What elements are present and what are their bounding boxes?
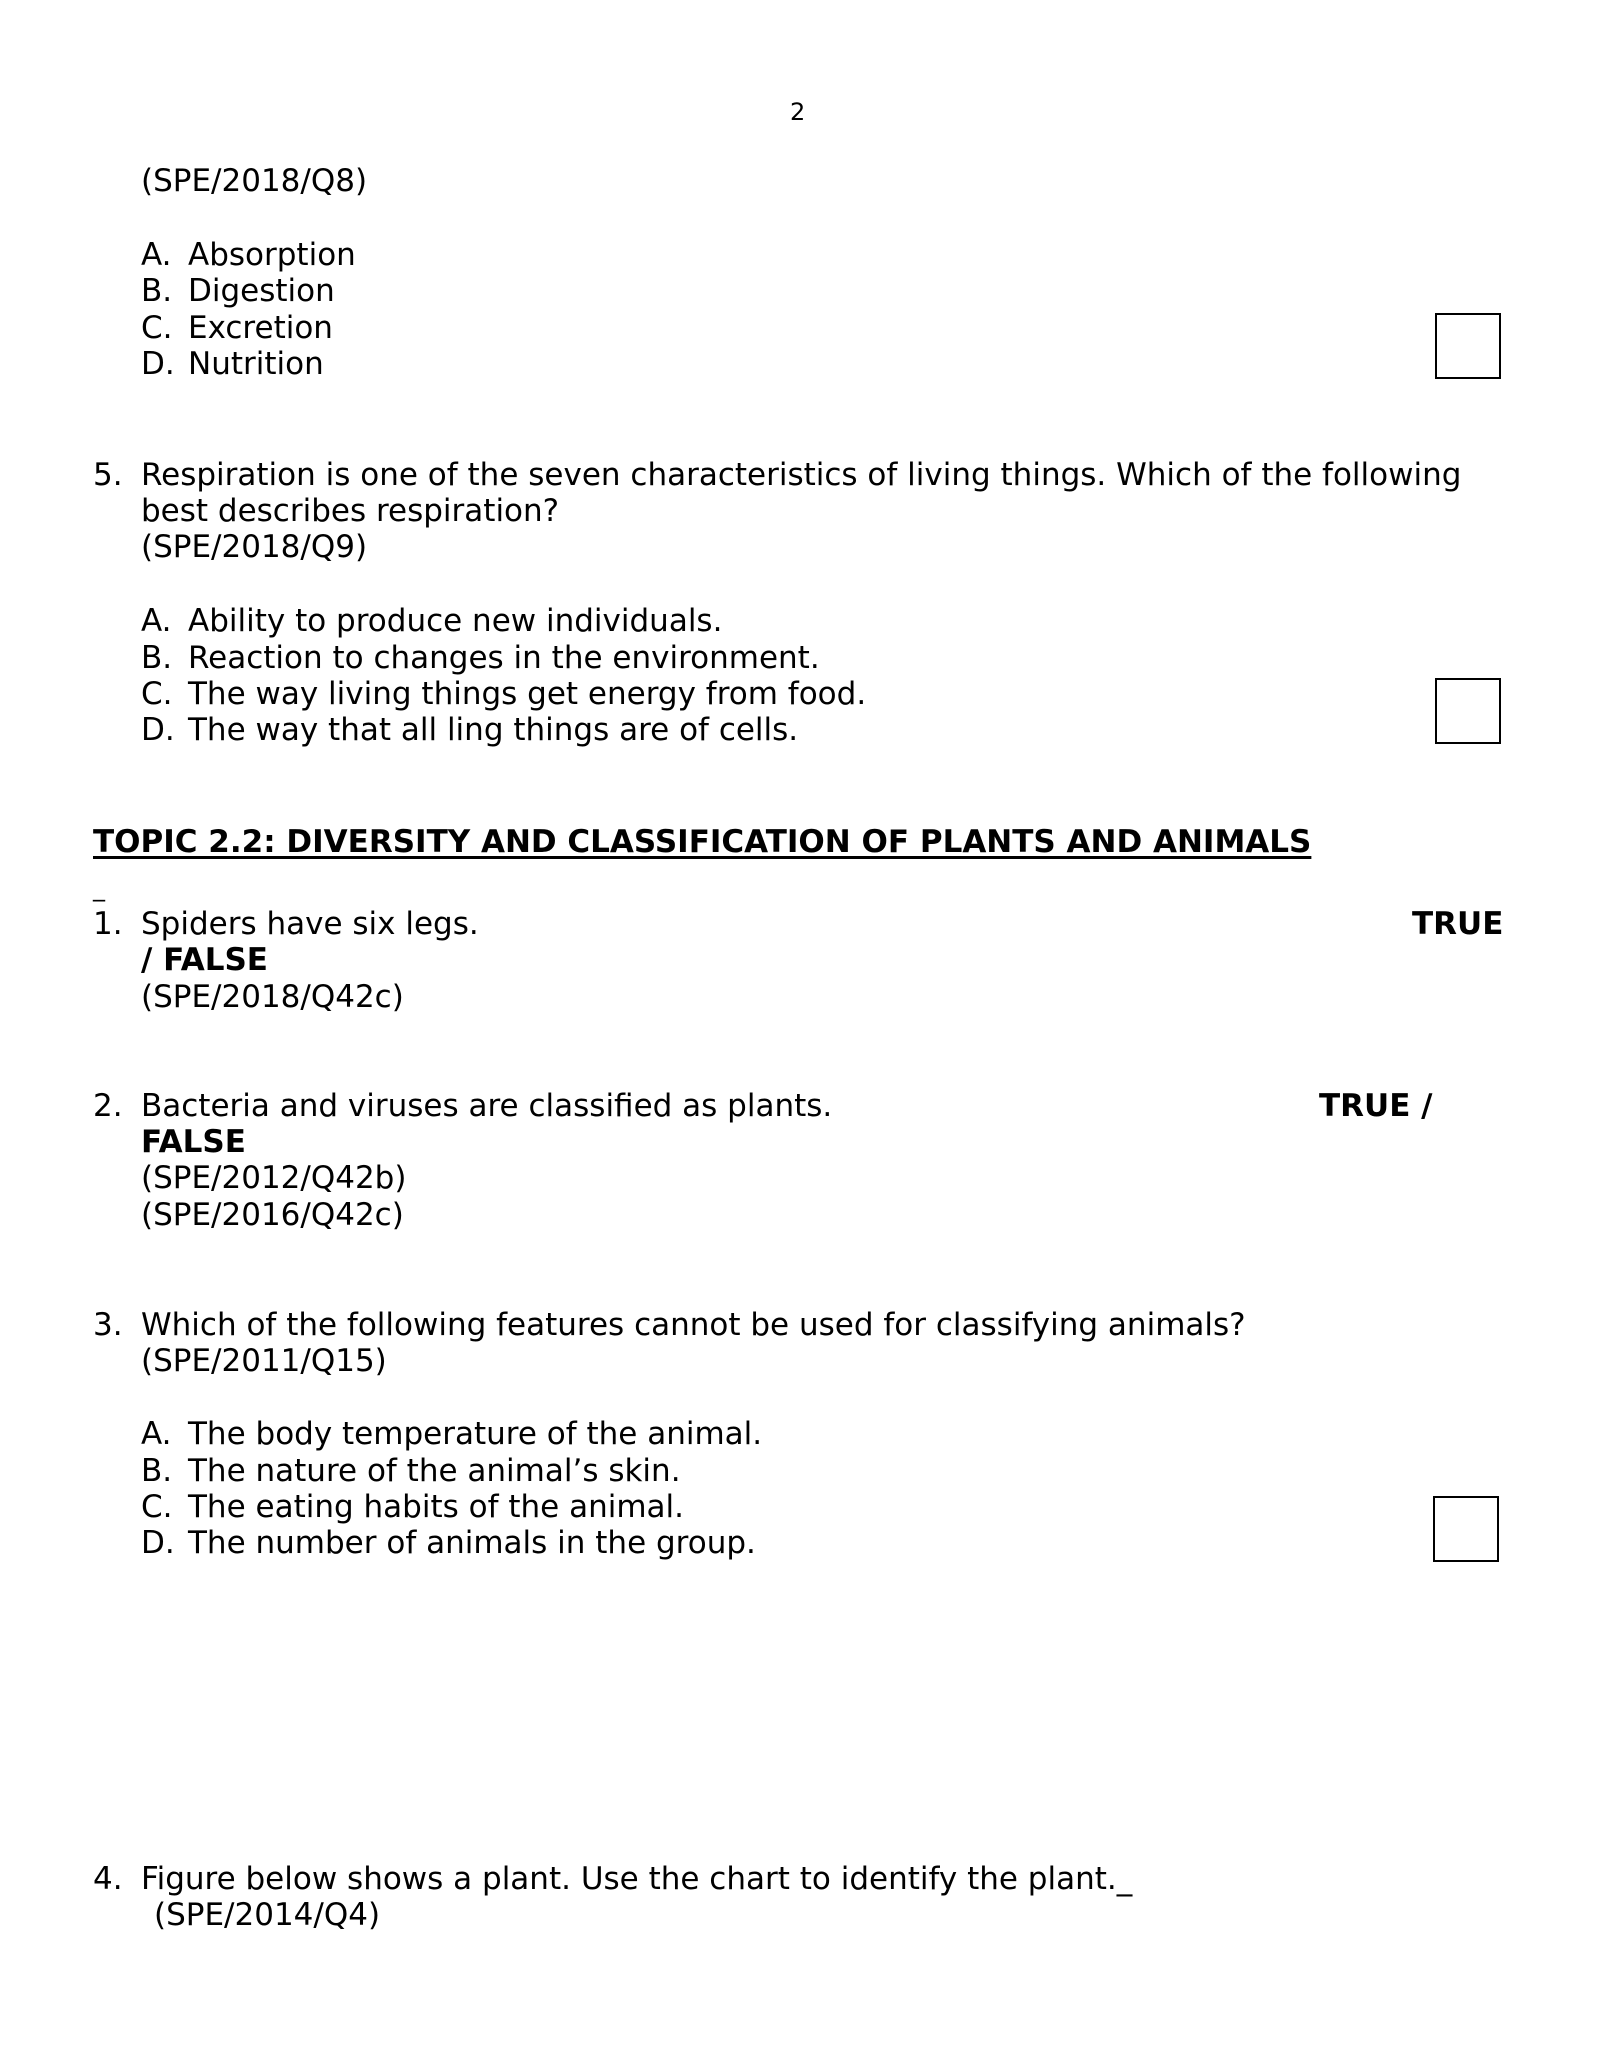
question-reference: (SPE/2011/Q15) (141, 1343, 387, 1379)
option-letter: A. (141, 237, 172, 273)
option-letter: B. (141, 640, 173, 676)
option-text: Excretion (188, 310, 333, 346)
option-text: Digestion (188, 273, 335, 309)
option-text: Absorption (188, 237, 356, 273)
question-reference: (SPE/2018/Q42c) (141, 979, 404, 1015)
page-number: 2 (790, 98, 806, 126)
true-false-label: TRUE (1412, 906, 1504, 942)
question-number: 4. (93, 1861, 123, 1897)
option-letter: D. (141, 346, 175, 382)
option-text: The body temperature of the animal. (188, 1416, 763, 1452)
question-text: best describes respiration? (141, 493, 560, 529)
question-text: Which of the following features cannot be used for classifying animals? (141, 1307, 1246, 1343)
answer-box[interactable] (1433, 1496, 1499, 1562)
question-number: 3. (93, 1307, 123, 1343)
option-text: The way living things get energy from food. (188, 676, 867, 712)
question-reference: (SPE/2016/Q42c) (141, 1197, 404, 1233)
question-reference: (SPE/2018/Q9) (141, 529, 368, 565)
option-text: The eating habits of the animal. (188, 1489, 684, 1525)
question-reference: (SPE/2014/Q4) (154, 1897, 381, 1933)
question-text: Spiders have six legs. (141, 906, 479, 942)
question-text: Figure below shows a plant. Use the chart to identify the plant._ (141, 1861, 1133, 1897)
option-letter: B. (141, 273, 173, 309)
option-letter: D. (141, 1525, 175, 1561)
option-letter: C. (141, 310, 173, 346)
option-text: The nature of the animal’s skin. (188, 1453, 681, 1489)
option-text: The way that all ling things are of cells. (188, 712, 799, 748)
option-letter: A. (141, 603, 172, 639)
question-number: 1. (93, 906, 123, 942)
answer-box[interactable] (1435, 678, 1501, 744)
option-letter: D. (141, 712, 175, 748)
question-reference: (SPE/2018/Q8) (141, 163, 368, 199)
true-false-label: TRUE / (1319, 1088, 1433, 1124)
stray-underscore: _ (93, 874, 105, 902)
question-number: 5. (93, 457, 123, 493)
question-text: Bacteria and viruses are classified as plants. (141, 1088, 833, 1124)
true-false-label: FALSE (141, 1124, 246, 1160)
option-text: Ability to produce new individuals. (188, 603, 723, 639)
topic-heading: TOPIC 2.2: DIVERSITY AND CLASSIFICATION OF PLANTS AND ANIMALS (93, 824, 1312, 860)
option-letter: A. (141, 1416, 172, 1452)
question-text: Respiration is one of the seven characteristics of living things. Which of the following (141, 457, 1462, 493)
true-false-label: / FALSE (141, 942, 268, 978)
answer-box[interactable] (1435, 313, 1501, 379)
question-reference: (SPE/2012/Q42b) (141, 1160, 407, 1196)
option-letter: C. (141, 1489, 173, 1525)
option-text: The number of animals in the group. (188, 1525, 756, 1561)
question-number: 2. (93, 1088, 123, 1124)
option-letter: C. (141, 676, 173, 712)
option-letter: B. (141, 1453, 173, 1489)
option-text: Nutrition (188, 346, 324, 382)
option-text: Reaction to changes in the environment. (188, 640, 820, 676)
